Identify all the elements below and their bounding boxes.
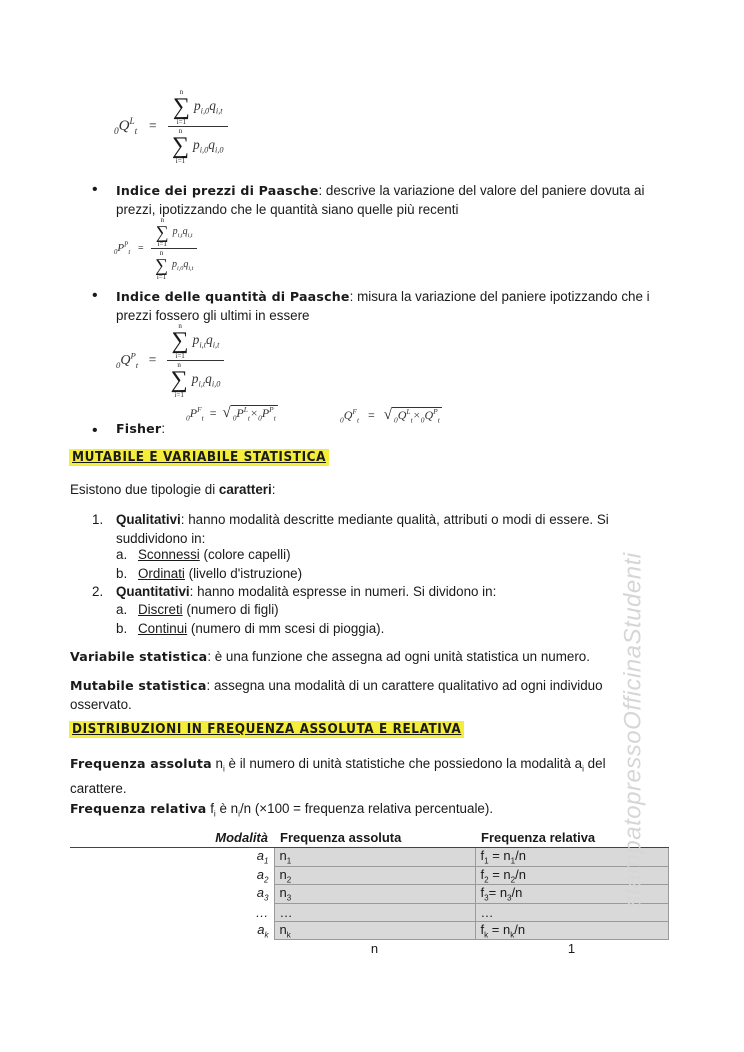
table-row: $a_2$ $n_2$ $f_2 = n_2/n$ [70, 866, 668, 885]
bullet-dot: • [92, 422, 98, 439]
paragraph-variabile-statistica: Variabile statistica: è una funzione che assegna ad ogni unità statistica un numero. [70, 649, 590, 664]
paragraph-mutabile-statistica: Mutabile statistica: assegna una modalità di un carattere qualitativo ad ogni individuo osservato. [70, 678, 603, 712]
total-absolute: n [370, 941, 379, 957]
paragraph-frequenza-assoluta: Frequenza assoluta $n_i$ è il numero di unità statistiche che possiedono la modalità $a_i$ del carattere. [70, 756, 606, 796]
header-frequenza-relativa: Frequenza relativa [475, 828, 668, 848]
table-row: $a_k$ $n_k$ $f_k = n_k/n$ [70, 921, 668, 940]
table-row: $a_3$ $n_3$ $f_3= n_3/n$ [70, 885, 668, 904]
bullet-paasche-prices: Indice dei prezzi di Paasche: descrive la variazione del valore del paniere dovuta ai prezzi, ipotizzando che le quantità siano quelle più recenti [116, 183, 645, 217]
watermark: stampatopressoOfficinaStudenti [620, 552, 647, 908]
formula-fisher-quantities: $_0Q^F_t$ = √ $_0Q^L_t\times_0Q^P_t$ [340, 407, 440, 425]
bullet-dot: • [92, 287, 98, 304]
bullet-fisher: Fisher: [116, 421, 166, 436]
table-header-row [70, 828, 668, 848]
list-subitem-discreti: a. Discreti (numero di figli) [116, 602, 279, 617]
formula-fisher-prices: $_0P^F_t$ = √ $_0P^L_t\times_0P^P_t$ [186, 405, 276, 423]
section-heading-mutabile: MUTABILE E VARIABILE STATISTICA [69, 449, 329, 466]
list-item-qualitativi: 1. Qualitativi: hanno modalità descritte mediante qualità, attributi o modi di essere. Si suddividono in: [92, 512, 609, 546]
table-totals-row [70, 940, 668, 958]
table-row: … … … [70, 903, 668, 921]
paragraph-caratteri-intro: Esistono due tipologie di caratteri: [70, 482, 276, 497]
bullet-paasche-quantities: Indice delle quantità di Paasche: misura la variazione del paniere ipotizzando che i prezzi fossero gli ultimi in essere [116, 289, 650, 323]
formula-paasche-quantities: $_0Q^P_t$ = n ∑ i=1 $p_{i,t}q_{i,t}$ n ∑ i=1 $p_{i,t}q_{i,0}$ [116, 322, 224, 399]
list-subitem-continui: b. Continui (numero di mm scesi di pioggia). [116, 621, 385, 636]
term-fisher: Fisher [116, 421, 162, 436]
formula-laspeyres-quantity: $_0Q^L_t$ = n ∑ i=1 $p_{i,0}q_{i,t}$ n ∑ i=1 $p_{i,0}q_{i,0}$ [114, 88, 228, 165]
total-relative: 1 [567, 941, 576, 957]
table-row: $a_1$ $n_1$ $f_1 = n_1/n$ [70, 848, 668, 867]
list-subitem-sconnessi: a. Sconnessi (colore capelli) [116, 547, 291, 562]
header-frequenza-assoluta: Frequenza assoluta [274, 828, 475, 848]
list-subitem-ordinati: b. Ordinati (livello d'istruzione) [116, 566, 303, 581]
section-heading-distribuzioni: DISTRIBUZIONI IN FREQUENZA ASSOLUTA E RELATIVA [69, 721, 464, 738]
list-item-quantitativi: 2. Quantitativi: hanno modalità espresse in numeri. Si dividono in: [92, 584, 497, 599]
header-modalita: Modalità [70, 828, 274, 848]
frequency-table [70, 828, 669, 957]
bullet-dot: • [92, 181, 98, 198]
formula-paasche-prices: $_0P^P_t$ = n ∑ i=1 $p_{i,t}q_{i,t}$ n ∑ i=1 $p_{i,0}q_{i,t}$ [114, 216, 197, 281]
term-paasche-prices: Indice dei prezzi di Paasche [116, 183, 319, 198]
paragraph-frequenza-relativa: Frequenza relativa $f_i$ è $n_i/n$ (×100 = frequenza relativa percentuale). [70, 801, 494, 819]
term-paasche-quantities: Indice delle quantità di Paasche [116, 289, 350, 304]
